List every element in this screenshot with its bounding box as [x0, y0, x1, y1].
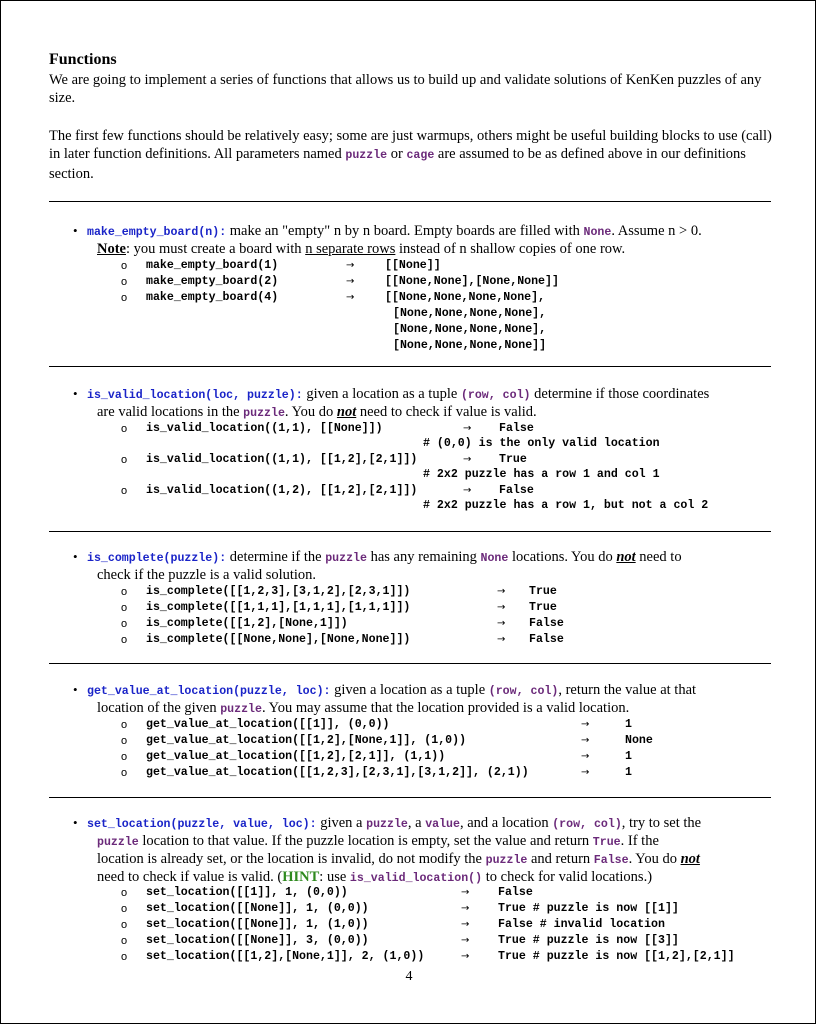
function-signature: get_value_at_location(puzzle, loc): [87, 685, 331, 698]
note-text: instead of n shallow copies of one row. [395, 241, 626, 257]
emphasis-not: not [680, 851, 700, 867]
make-empty-board-note [97, 240, 777, 258]
example-result: True [499, 453, 527, 466]
example-call: is_complete([[None,None],[None,None]]) [146, 633, 411, 646]
circle-bullet: o [121, 935, 128, 947]
circle-bullet: o [121, 767, 128, 779]
example-call: set_location([[None]], 1, (0,0)) [146, 902, 369, 915]
description-text: location to that value. If the puzzle location is empty, set the value and return [138, 833, 593, 849]
circle-bullet: o [121, 719, 128, 731]
example-call: set_location([[None]], 3, (0,0)) [146, 934, 369, 947]
description-text: , a [407, 815, 426, 831]
tuple-keyword: (row, col) [488, 685, 559, 698]
circle-bullet: o [121, 292, 128, 304]
example-result: True [529, 601, 557, 614]
divider [49, 663, 771, 664]
example-row [1, 274, 816, 290]
example-call: make_empty_board(4) [146, 291, 279, 304]
example-row [1, 733, 816, 749]
intro-text: or [387, 146, 407, 162]
bullet: • [73, 815, 78, 830]
circle-bullet: o [121, 260, 128, 272]
example-continuation [1, 338, 816, 354]
example-call: get_value_at_location([[1,2],[2,1]], (1,1)) [146, 750, 446, 763]
description-text: given a [316, 815, 367, 831]
arrow-icon: → [461, 951, 470, 962]
set-location-description-3 [97, 850, 777, 870]
example-result: False [499, 484, 534, 497]
is-complete-description-cont: check if the puzzle is a valid solution. [97, 567, 317, 583]
example-row [1, 584, 816, 600]
description-text: . You do [628, 851, 681, 867]
bullet: • [73, 386, 78, 401]
example-result: [None,None,None,None], [393, 307, 547, 320]
circle-bullet: o [121, 276, 128, 288]
intro-paragraph-1: We are going to implement a series of functions that allows us to build up and validate solutions of KenKen puzzles of any size. [49, 72, 762, 106]
emphasis-not: not [616, 549, 636, 565]
example-result: 1 [625, 718, 632, 731]
example-result: [[None]] [385, 259, 441, 272]
divider [49, 201, 771, 202]
description-text: need to check if value is valid. [356, 404, 537, 420]
arrow-icon: → [461, 887, 470, 898]
tuple-keyword: (row, col) [552, 818, 622, 831]
description-text: : use [319, 869, 350, 885]
circle-bullet: o [121, 903, 128, 915]
description-text: to check for valid locations.) [482, 869, 653, 885]
puzzle-keyword: puzzle [97, 836, 139, 849]
bullet: • [73, 549, 78, 564]
example-call: is_valid_location((1,1), [[None]]) [146, 422, 383, 435]
example-row [1, 933, 816, 949]
description-text: given a location as a tuple [330, 682, 489, 698]
example-call: is_complete([[1,1,1],[1,1,1],[1,1,1]]) [146, 601, 411, 614]
arrow-icon: → [497, 586, 506, 597]
example-call: is_valid_location((1,1), [[1,2],[2,1]]) [146, 453, 418, 466]
cage-keyword: cage [406, 149, 435, 162]
note-label: Note [97, 241, 126, 257]
value-keyword: value [425, 818, 460, 831]
arrow-icon: → [497, 602, 506, 613]
section-heading: Functions [49, 51, 117, 68]
example-result: True # puzzle is now [[1,2],[2,1]] [498, 950, 735, 963]
example-row [1, 483, 816, 499]
description-text: need to [635, 549, 682, 565]
description-text: location of the given [97, 700, 221, 716]
is-complete-description [87, 548, 767, 568]
get-value-description-cont [97, 699, 777, 719]
example-row [1, 949, 816, 965]
description-text: are valid locations in the [97, 404, 244, 420]
example-result: True # puzzle is now [[1]] [498, 902, 679, 915]
example-row [1, 901, 816, 917]
arrow-icon: → [346, 260, 355, 271]
example-call: make_empty_board(2) [146, 275, 279, 288]
arrow-icon: → [581, 751, 590, 762]
description-text: . You do [284, 404, 337, 420]
arrow-icon: → [463, 485, 472, 496]
example-row [1, 749, 816, 765]
note-underlined: n separate rows [305, 241, 396, 257]
description-text: , and a location [459, 815, 553, 831]
example-call: set_location([[1,2],[None,1]], 2, (1,0)) [146, 950, 425, 963]
example-row [1, 421, 816, 437]
arrow-icon: → [346, 292, 355, 303]
circle-bullet: o [121, 887, 128, 899]
description-text: and return [527, 851, 594, 867]
bullet: • [73, 223, 78, 238]
example-call: make_empty_board(1) [146, 259, 279, 272]
emphasis-not: not [336, 404, 357, 420]
divider [49, 797, 771, 798]
arrow-icon: → [461, 919, 470, 930]
description-text: determine if those coordinates [530, 386, 710, 402]
description-text: location is already set, or the location is invalid, do not modify the [97, 851, 486, 867]
arrow-icon: → [497, 634, 506, 645]
example-call: get_value_at_location([[1,2],[None,1]], (1,0)) [146, 734, 467, 747]
example-result: [[None,None,None,None], [385, 291, 546, 304]
is-valid-location-description-cont [97, 403, 777, 423]
example-call: is_complete([[1,2],[None,1]]) [146, 617, 348, 630]
circle-bullet: o [121, 618, 128, 630]
false-keyword: False [593, 854, 629, 867]
is-valid-location-description [87, 385, 767, 405]
description-text: has any remaining [366, 549, 481, 565]
circle-bullet: o [121, 586, 128, 598]
set-location-description [87, 814, 767, 834]
description-text: determine if the [226, 549, 326, 565]
example-result: True [529, 585, 557, 598]
arrow-icon: → [463, 423, 472, 434]
example-call: set_location([[1]], 1, (0,0)) [146, 886, 348, 899]
circle-bullet: o [121, 735, 128, 747]
example-call: get_value_at_location([[1]], (0,0)) [146, 718, 390, 731]
circle-bullet: o [121, 454, 128, 466]
example-row [1, 616, 816, 632]
example-result: False [499, 422, 534, 435]
puzzle-keyword: puzzle [243, 407, 285, 420]
page-number: 4 [405, 969, 413, 984]
example-result: False [529, 633, 564, 646]
example-result: False [529, 617, 564, 630]
example-call: is_complete([[1,2,3],[3,1,2],[2,3,1]]) [146, 585, 411, 598]
arrow-icon: → [461, 935, 470, 946]
arrow-icon: → [581, 735, 590, 746]
circle-bullet: o [121, 423, 128, 435]
example-result: [[None,None],[None,None]] [385, 275, 559, 288]
description-text: . If the [620, 833, 659, 849]
description-text: need to check if value is valid. ( [97, 869, 283, 885]
example-result: [None,None,None,None]] [393, 339, 547, 352]
circle-bullet: o [121, 602, 128, 614]
puzzle-keyword: puzzle [345, 149, 388, 162]
example-row [1, 632, 816, 648]
example-result: 1 [625, 750, 632, 763]
example-row [1, 765, 816, 781]
circle-bullet: o [121, 634, 128, 646]
arrow-icon: → [581, 767, 590, 778]
intro-text: are assumed to be as defined above in our definitions section. [49, 146, 746, 182]
tuple-keyword: (row, col) [460, 389, 531, 402]
divider [49, 366, 771, 367]
puzzle-keyword: puzzle [485, 854, 528, 867]
arrow-icon: → [581, 719, 590, 730]
arrow-icon: → [461, 903, 470, 914]
example-row [1, 917, 816, 933]
example-row [1, 600, 816, 616]
example-call: get_value_at_location([[1,2,3],[2,3,1],[3,1,2]], (2,1)) [146, 766, 529, 779]
make-empty-board-description [87, 222, 767, 242]
circle-bullet: o [121, 751, 128, 763]
example-result: False # invalid location [498, 918, 665, 931]
function-reference: is_valid_location() [349, 872, 483, 885]
circle-bullet: o [121, 951, 128, 963]
function-signature: set_location(puzzle, value, loc): [87, 818, 317, 831]
puzzle-keyword: puzzle [220, 703, 262, 716]
puzzle-keyword: puzzle [325, 552, 367, 565]
arrow-icon: → [346, 276, 355, 287]
none-keyword: None [583, 226, 612, 239]
example-comment: # 2x2 puzzle has a row 1, but not a col 2 [423, 499, 709, 512]
hint-label: HINT [282, 869, 320, 885]
arrow-icon: → [497, 618, 506, 629]
circle-bullet: o [121, 919, 128, 931]
divider [49, 531, 771, 532]
description-text: , try to set the [621, 815, 702, 831]
example-result: True # puzzle is now [[3]] [498, 934, 679, 947]
example-row [1, 258, 816, 274]
intro-paragraph-2 [49, 127, 779, 183]
example-result: None [625, 734, 653, 747]
true-keyword: True [592, 836, 621, 849]
example-call: set_location([[None]], 1, (1,0)) [146, 918, 369, 931]
function-signature: is_complete(puzzle): [87, 552, 227, 565]
description-text: make an "empty" n by n board. Empty boards are filled with [226, 223, 584, 239]
function-signature: make_empty_board(n): [87, 226, 227, 239]
example-row [1, 717, 816, 733]
example-row [1, 885, 816, 901]
description-text: given a location as a tuple [302, 386, 461, 402]
none-keyword: None [480, 552, 509, 565]
description-text: locations. You do [508, 549, 617, 565]
description-text: , return the value at that [558, 682, 697, 698]
intro-text: The first few functions should be relatively easy; some are just warmups, others might be useful building blocks to use (call) in later function definitions. All parameters named [49, 128, 772, 162]
example-comment: # 2x2 puzzle has a row 1 and col 1 [423, 468, 660, 481]
example-continuation [1, 306, 816, 322]
circle-bullet: o [121, 485, 128, 497]
example-comment: # (0,0) is the only valid location [423, 437, 660, 450]
example-call: is_valid_location((1,2), [[1,2],[2,1]]) [146, 484, 418, 497]
note-text: : you must create a board with [126, 241, 306, 257]
example-continuation [1, 322, 816, 338]
function-signature: is_valid_location(loc, puzzle): [87, 389, 303, 402]
example-result: 1 [625, 766, 632, 779]
example-row [1, 452, 816, 468]
bullet: • [73, 682, 78, 697]
example-result: False [498, 886, 533, 899]
example-row [1, 290, 816, 306]
description-text: . You may assume that the location provided is a valid location. [261, 700, 630, 716]
description-text: . Assume n > 0. [611, 223, 702, 239]
get-value-description [87, 681, 767, 701]
example-result: [None,None,None,None], [393, 323, 547, 336]
puzzle-keyword: puzzle [366, 818, 408, 831]
arrow-icon: → [463, 454, 472, 465]
set-location-description-2 [97, 832, 777, 852]
